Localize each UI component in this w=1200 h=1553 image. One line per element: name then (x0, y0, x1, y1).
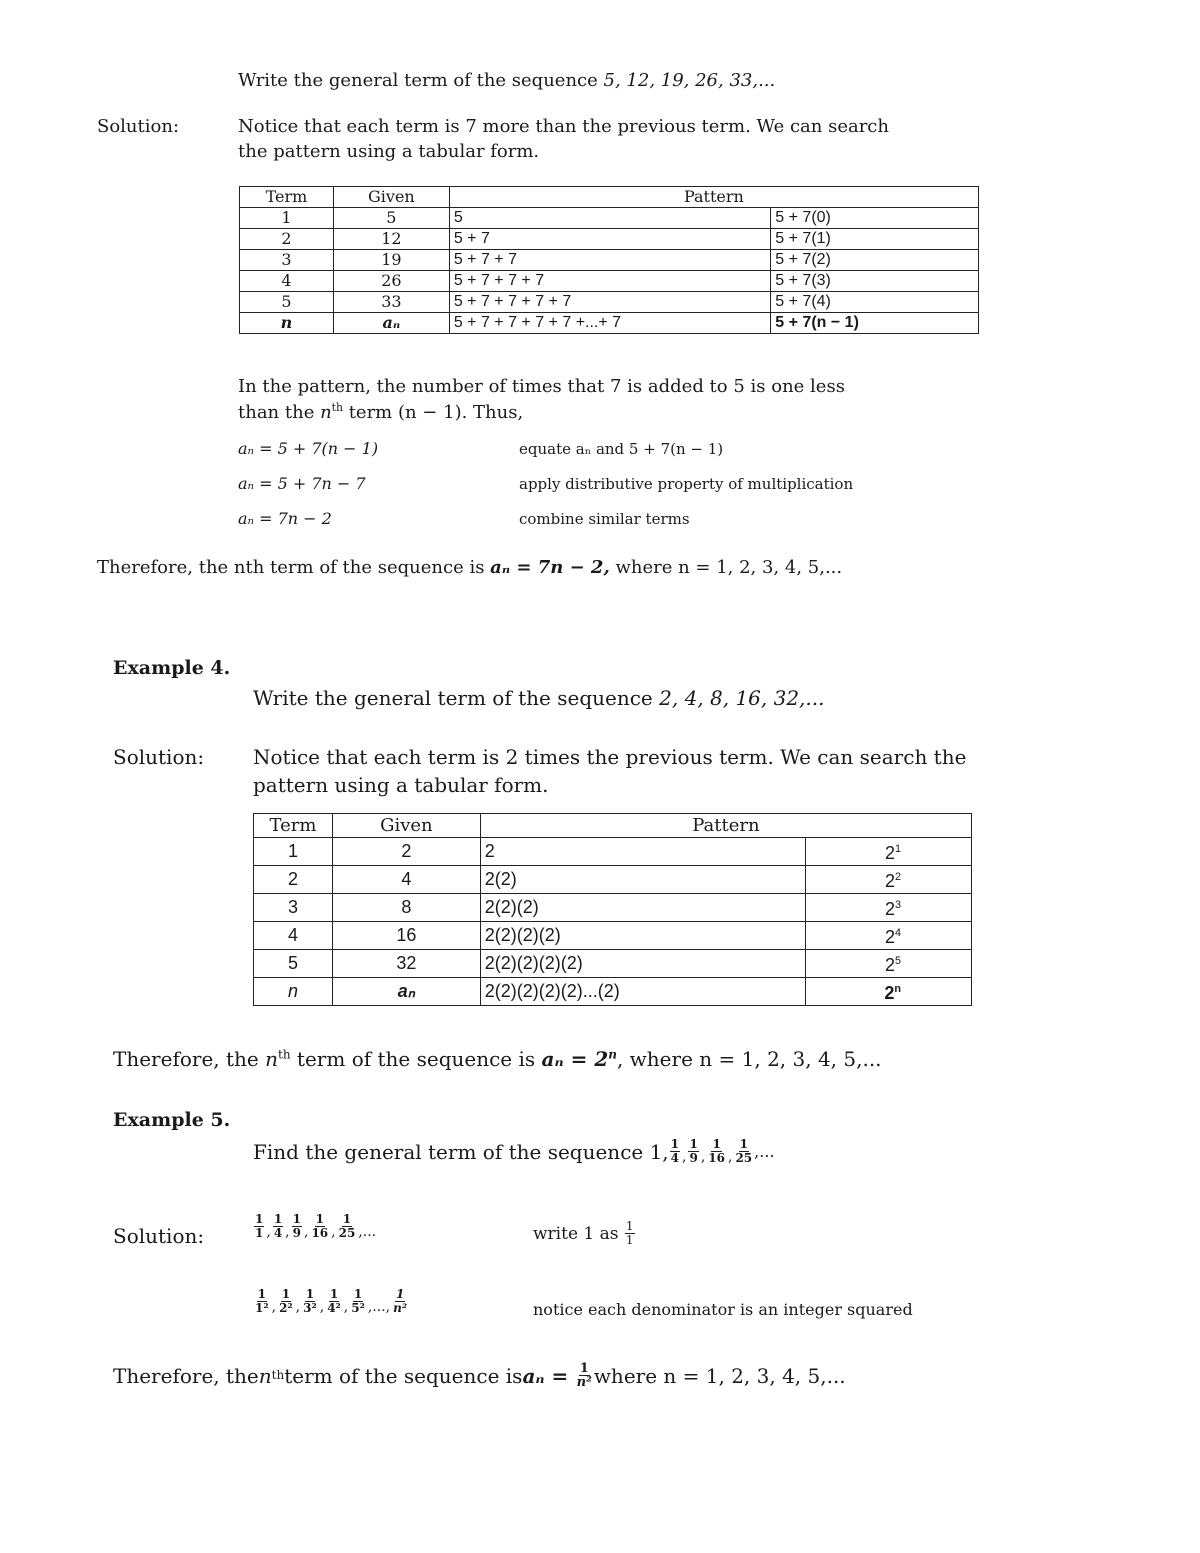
ex3-table-formula: 5 + 7(n − 1) (771, 313, 979, 334)
ex3-table-given: 33 (333, 292, 449, 313)
ex3-table-header-term: Term (240, 187, 334, 208)
ex3-conclusion-range: where n = 1, 2, 3, 4, 5,... (609, 557, 843, 578)
comma-separator: ,... (358, 1224, 377, 1240)
ex3-table-pattern: 5 + 7 + 7 (449, 250, 770, 271)
ex5-step1-fraction-num: 1 (273, 1212, 283, 1226)
ex5-step1-fraction-den: 25 (338, 1226, 356, 1240)
ex3-explain-line1: In the pattern, the number of times that 7 is added to 5 is one less (238, 376, 845, 397)
ex5-step1-fraction-den: 9 (292, 1226, 301, 1240)
ex5-step2-fractions (253, 1288, 409, 1315)
ex5-step1-fraction (254, 1213, 264, 1240)
ex3-table-term: 5 (240, 292, 334, 313)
ex5-step1-fraction-den: 4 (273, 1226, 283, 1240)
ex5-step2-general-fraction-num: 1 (395, 1287, 405, 1301)
ex5-step2-fraction-den: 2² (279, 1301, 293, 1315)
ex3-explain-text-a: than the (238, 402, 321, 423)
ex3-table-formula: 5 + 7(1) (771, 229, 979, 250)
ex4-table-pattern: 2(2)(2)(2)(2)...(2) (480, 978, 805, 1006)
ex5-question-fractions (669, 1138, 754, 1165)
ex4-table-row (254, 922, 972, 950)
ex5-conclusion-eq: aₙ = (522, 1363, 569, 1388)
ex3-table-pattern: 5 + 7 + 7 + 7 + 7 (449, 292, 770, 313)
ex3-table-pattern: 5 + 7 + 7 + 7 + 7 +...+ 7 (449, 313, 770, 334)
ex5-step2-fraction-num: 1 (353, 1287, 363, 1301)
ex5-conclusion-fraction (576, 1362, 593, 1389)
ex4-table-given: aₙ (332, 978, 480, 1006)
ex4-question-sequence: 2, 4, 8, 16, 32,... (659, 686, 825, 710)
ex4-conclusion-text-a: Therefore, the (113, 1047, 266, 1071)
ex4-conclusion-range: , where n = 1, 2, 3, 4, 5,... (616, 1047, 882, 1071)
ex3-table-formula: 5 + 7(4) (771, 292, 979, 313)
ex4-pattern-table (253, 813, 972, 1006)
ex5-title: Example 5. (113, 1109, 231, 1131)
ex5-step1-note-fraction (625, 1220, 635, 1247)
ex5-step1-note-den: 1 (625, 1233, 634, 1247)
ex4-conclusion-eq-exp: n (608, 1047, 617, 1062)
ex3-table-term: 3 (240, 250, 334, 271)
ex5-step1-fraction-num: 1 (292, 1212, 301, 1226)
ex5-question-fraction-den: 16 (708, 1151, 725, 1165)
ex5-step1-note (533, 1220, 636, 1247)
ex4-question (253, 686, 825, 710)
ex3-solution-line1: Notice that each term is 7 more than the previous term. We can search (238, 116, 889, 137)
ex4-table-term: 3 (254, 894, 333, 922)
ex4-table-row (254, 866, 972, 894)
ex5-step2-fraction-den: 4² (327, 1301, 341, 1315)
ex3-table-row (240, 229, 979, 250)
comma-separator: , (295, 1299, 301, 1315)
ex3-step1-note: equate aₙ and 5 + 7(n − 1) (519, 440, 724, 458)
ex4-conclusion-text-b: term of the sequence is (290, 1047, 542, 1071)
ex3-table-pattern: 5 (449, 208, 770, 229)
ex4-table-row (254, 978, 972, 1006)
ex3-step2-eq: aₙ = 5 + 7n − 7 (238, 474, 366, 493)
ex5-question-text: Find the general term of the sequence 1, (253, 1139, 669, 1164)
ex5-step1-note-text: write 1 as (533, 1223, 619, 1244)
ex3-table-header-row (240, 187, 979, 208)
ex3-table-given: 12 (333, 229, 449, 250)
ex3-table-given: 26 (333, 271, 449, 292)
ex5-step2-fraction (278, 1288, 294, 1315)
ex4-conclusion-eq-base: aₙ = 2 (541, 1047, 609, 1071)
ex5-conclusion-num: 1 (579, 1361, 589, 1376)
ex5-question-fraction (670, 1138, 680, 1165)
ex4-table-given: 8 (332, 894, 480, 922)
ex3-explain-sup: th (331, 401, 343, 414)
ex5-question-fraction-den: 25 (735, 1151, 753, 1165)
ex5-conclusion-sup: th (271, 1368, 285, 1382)
ex4-solution-line2: pattern using a tabular form. (253, 773, 549, 797)
ex5-question (253, 1138, 775, 1165)
ex4-table-header-term: Term (254, 814, 333, 838)
ex3-table-term: n (240, 313, 334, 334)
ex3-table-given: aₙ (333, 313, 449, 334)
ex5-question-fraction-num: 1 (670, 1137, 680, 1151)
ex4-table-header-pattern: Pattern (480, 814, 971, 838)
comma-separator: , (343, 1299, 349, 1315)
ex3-table-term: 1 (240, 208, 334, 229)
comma-separator: , (319, 1299, 325, 1315)
comma-separator: , (266, 1224, 271, 1240)
ex3-table-formula: 5 + 7(0) (771, 208, 979, 229)
ex5-step2-fraction-num: 1 (257, 1287, 266, 1301)
ex4-table-power-base: 2 (884, 871, 895, 891)
ex5-step2-fraction (350, 1288, 366, 1315)
ex5-step2-fraction (254, 1288, 270, 1315)
ex4-table-power-base: 2 (884, 927, 895, 947)
ex3-table-formula: 5 + 7(2) (771, 250, 979, 271)
ex4-solution-line1: Notice that each term is 2 times the previous term. We can search the (253, 745, 967, 769)
ex5-conclusion-den: n² (576, 1375, 592, 1390)
ex4-table-power (806, 978, 972, 1006)
ex3-table-term: 2 (240, 229, 334, 250)
ex5-question-fraction-num: 1 (739, 1137, 748, 1151)
comma-separator: , (700, 1149, 706, 1165)
ex3-explain-n: n (320, 402, 332, 423)
ex5-question-fraction-num: 1 (712, 1137, 721, 1151)
ex4-table-power-base: 2 (884, 843, 895, 863)
ex5-conclusion-range: where n = 1, 2, 3, 4, 5,... (593, 1363, 846, 1388)
ex5-step1-fraction-num: 1 (315, 1212, 324, 1226)
ex4-table-power-exp: 1 (894, 843, 901, 855)
ex5-step2-note: notice each denominator is an integer squared (533, 1300, 913, 1319)
ex4-table-pattern: 2(2)(2)(2)(2) (480, 950, 805, 978)
ex5-step1-fraction (292, 1213, 302, 1240)
ex4-table-power-base: 2 (884, 899, 895, 919)
ex5-step2-general-fraction-den: n² (393, 1301, 408, 1315)
ex4-table-term: 5 (254, 950, 333, 978)
ex5-step2-fraction (326, 1288, 342, 1315)
ex3-table-row (240, 271, 979, 292)
ex5-step2-fraction-den: 3² (303, 1301, 317, 1315)
ex4-table-power (806, 894, 972, 922)
ex4-conclusion-eq (542, 1047, 617, 1071)
ex5-question-fraction (707, 1138, 726, 1165)
ex5-step1-fraction (338, 1213, 357, 1240)
ex3-table-header-given: Given (333, 187, 449, 208)
ex3-conclusion (97, 557, 842, 578)
ex5-solution-label: Solution: (113, 1224, 205, 1248)
ex4-solution-label: Solution: (113, 745, 205, 769)
ex5-question-fraction-num: 1 (689, 1137, 698, 1151)
ex4-table-term: 4 (254, 922, 333, 950)
ex5-step2-fraction-den: 1² (255, 1301, 269, 1315)
ex3-conclusion-text: Therefore, the nth term of the sequence is (97, 557, 491, 578)
ex5-step1-fraction (310, 1213, 329, 1240)
ex4-table-power-exp: 3 (894, 899, 901, 911)
ex4-table-power (806, 838, 972, 866)
ex5-step1-fraction-num: 1 (255, 1212, 264, 1226)
ex4-table-given: 16 (332, 922, 480, 950)
ex3-table-row (240, 292, 979, 313)
ex4-table-header-row (254, 814, 972, 838)
ex5-step1-fraction-den: 1 (255, 1226, 264, 1240)
ex5-question-fraction (734, 1138, 753, 1165)
ex5-question-fraction (688, 1138, 698, 1165)
ex5-step2-fraction (302, 1288, 318, 1315)
ex3-step3-eq: aₙ = 7n − 2 (238, 509, 332, 528)
comma-separator: , (331, 1224, 336, 1240)
ex4-table-pattern: 2(2)(2)(2) (480, 922, 805, 950)
ex3-table-given: 5 (333, 208, 449, 229)
ex5-conclusion (113, 1362, 846, 1389)
ex5-step1-fraction-num: 1 (342, 1212, 352, 1226)
comma-separator: , (271, 1299, 277, 1315)
ex5-question-fraction-den: 4 (670, 1151, 680, 1165)
ex3-table-term: 4 (240, 271, 334, 292)
ex4-table-header-given: Given (332, 814, 480, 838)
ex4-table-power (806, 950, 972, 978)
ex3-step3-note: combine similar terms (519, 510, 690, 528)
ex4-table-power-exp: n (894, 983, 901, 995)
comma-separator: ,..., (367, 1299, 391, 1315)
comma-separator: , (303, 1224, 309, 1240)
ex4-table-power-base: 2 (884, 955, 895, 975)
ex4-table-row (254, 838, 972, 866)
ex4-table-power-exp: 4 (894, 927, 901, 939)
ex3-question (238, 70, 775, 91)
ex5-conclusion-text-a: Therefore, the (113, 1363, 259, 1388)
ex3-explain-text-b: term (n − 1). Thus, (342, 402, 524, 423)
ex5-step1-fractions (253, 1213, 377, 1240)
ex5-conclusion-text-b: term of the sequence is (284, 1363, 523, 1388)
ex4-table-pattern: 2(2) (480, 866, 805, 894)
ex3-table-row (240, 250, 979, 271)
ex4-table-power-exp: 2 (894, 871, 901, 883)
ex3-question-text: Write the general term of the sequence (238, 70, 604, 91)
ex3-step2-note: apply distributive property of multiplication (519, 475, 854, 493)
ex5-question-suffix: ,... (754, 1142, 775, 1161)
ex4-table-row (254, 894, 972, 922)
ex4-table-power-exp: 5 (894, 955, 901, 967)
ex5-step1-fraction (273, 1213, 283, 1240)
ex4-table-term: 1 (254, 838, 333, 866)
ex4-table-given: 2 (332, 838, 480, 866)
ex5-step2-fraction-num: 1 (281, 1287, 291, 1301)
ex3-table-formula: 5 + 7(3) (771, 271, 979, 292)
ex4-table-row (254, 950, 972, 978)
ex4-table-pattern: 2(2)(2) (480, 894, 805, 922)
ex5-step2-fraction-num: 1 (305, 1287, 315, 1301)
ex3-conclusion-eq: aₙ = 7n − 2, (490, 557, 610, 578)
comma-separator: , (682, 1149, 687, 1165)
ex3-solution-line2: the pattern using a tabular form. (238, 141, 540, 162)
ex3-explain-line2 (238, 401, 523, 423)
ex3-pattern-table (239, 186, 979, 334)
ex4-table-power-base: 2 (884, 983, 895, 1003)
ex4-table-pattern: 2 (480, 838, 805, 866)
ex4-table-term: n (254, 978, 333, 1006)
ex4-table-given: 4 (332, 866, 480, 894)
ex3-solution-label: Solution: (97, 116, 180, 137)
ex5-conclusion-n: n (258, 1363, 272, 1388)
ex4-table-given: 32 (332, 950, 480, 978)
ex4-question-text: Write the general term of the sequence (253, 686, 660, 710)
ex3-step1-eq: aₙ = 5 + 7(n − 1) (238, 439, 379, 458)
ex4-conclusion (113, 1047, 882, 1071)
ex3-table-row (240, 313, 979, 334)
ex5-step2-general-fraction (392, 1288, 408, 1315)
ex5-question-fraction-den: 9 (689, 1151, 698, 1165)
ex5-step2-fraction-num: 1 (329, 1287, 339, 1301)
ex4-conclusion-sup: th (278, 1047, 291, 1062)
ex5-step1-fraction-den: 16 (311, 1226, 329, 1240)
ex5-step1-note-num: 1 (625, 1219, 634, 1233)
ex3-table-header-pattern: Pattern (449, 187, 978, 208)
ex3-table-pattern: 5 + 7 (449, 229, 770, 250)
ex4-table-power (806, 866, 972, 894)
ex4-table-power (806, 922, 972, 950)
ex3-question-sequence: 5, 12, 19, 26, 33,... (603, 70, 776, 91)
ex3-table-row (240, 208, 979, 229)
comma-separator: , (728, 1149, 733, 1165)
ex5-step2-fraction-den: 5² (351, 1301, 365, 1315)
ex3-table-given: 19 (333, 250, 449, 271)
ex3-table-pattern: 5 + 7 + 7 + 7 (449, 271, 770, 292)
ex4-conclusion-n: n (265, 1047, 279, 1071)
ex4-title: Example 4. (113, 657, 231, 679)
comma-separator: , (285, 1224, 290, 1240)
ex4-table-term: 2 (254, 866, 333, 894)
